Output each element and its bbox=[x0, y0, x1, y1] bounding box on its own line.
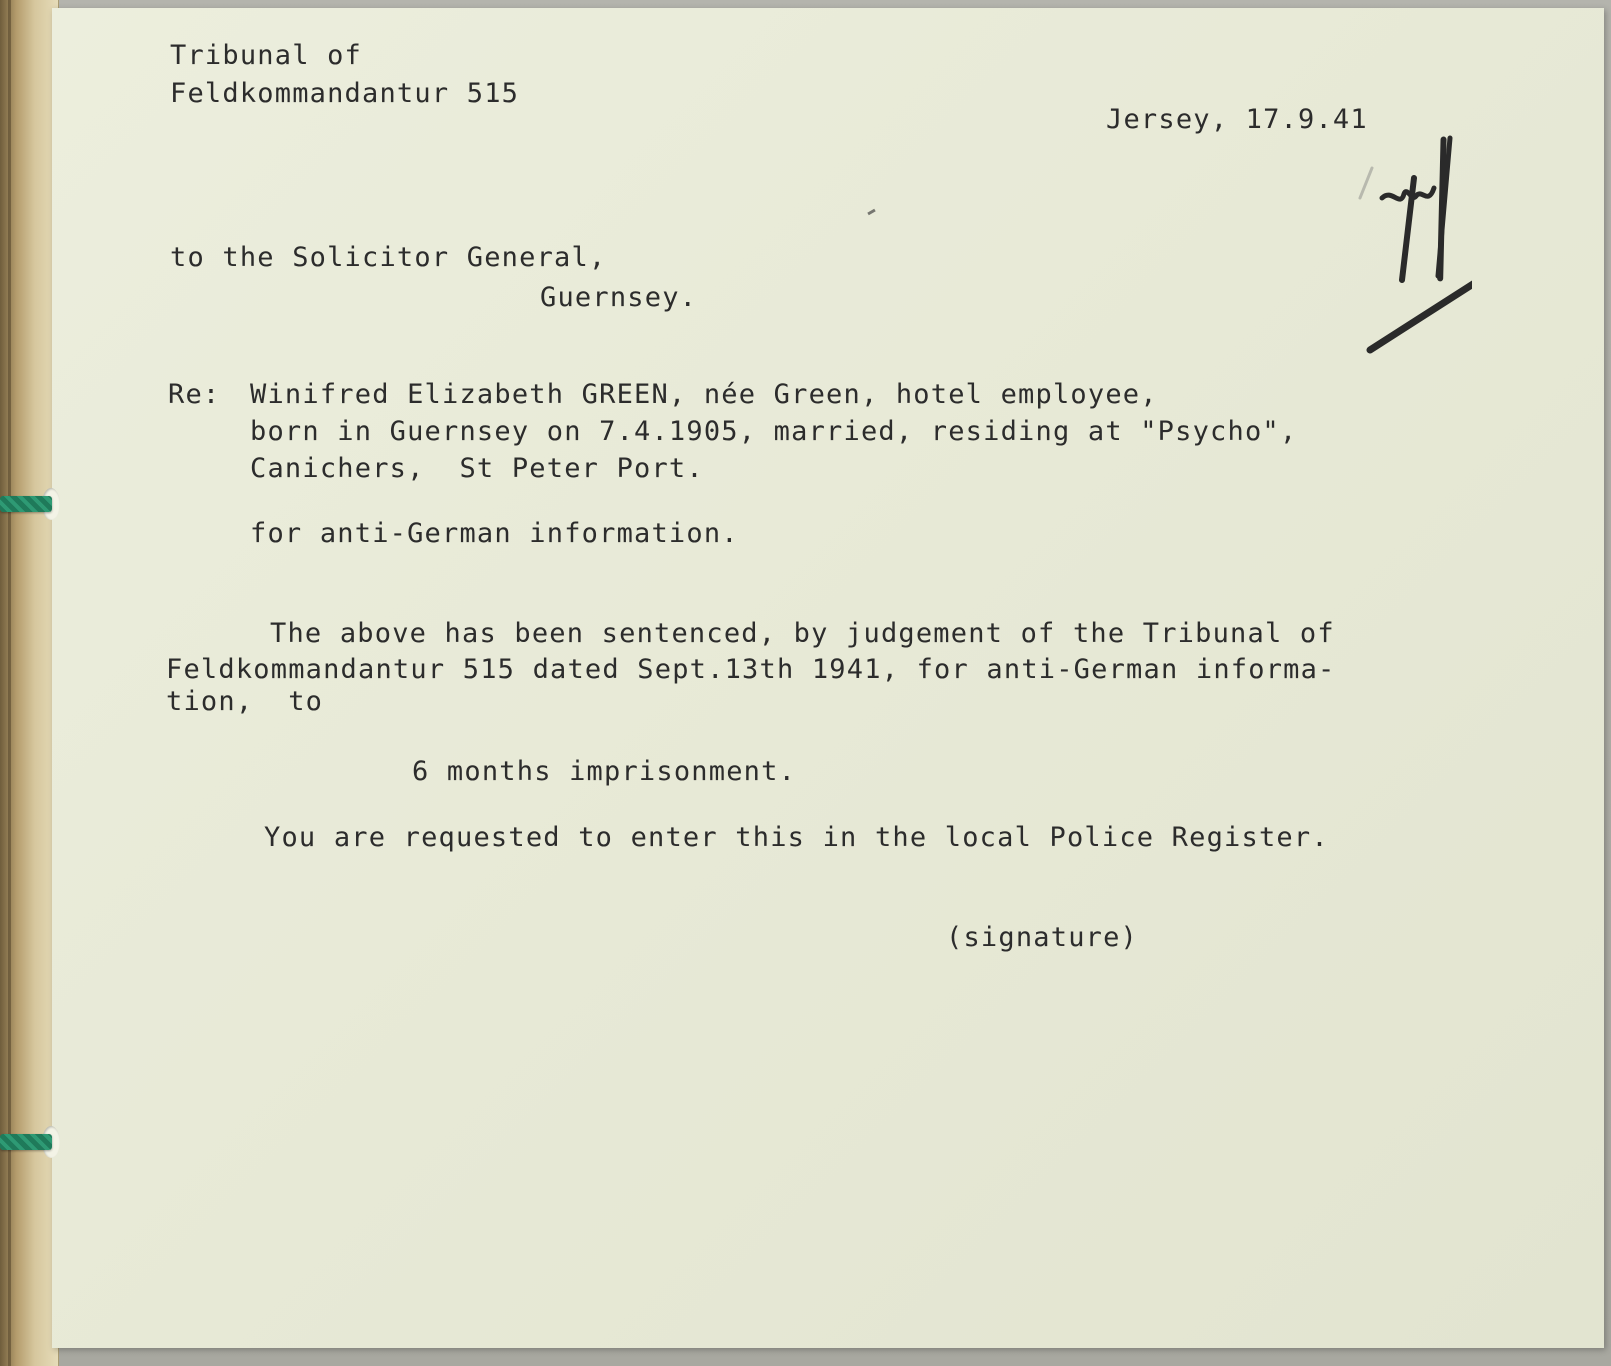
addressee-line-2: Guernsey. bbox=[540, 282, 698, 313]
binder-spine-line bbox=[8, 0, 11, 1366]
letterhead-line-2: Feldkommandantur 515 bbox=[170, 78, 520, 109]
addressee-line-1: to the Solicitor General, bbox=[170, 242, 607, 273]
handwritten-initials-mark bbox=[1352, 128, 1472, 358]
charge-line: for anti-German information. bbox=[250, 518, 739, 549]
ink-speck bbox=[867, 209, 875, 216]
sentence-line: 6 months imprisonment. bbox=[412, 756, 797, 787]
body-line-3: tion, to bbox=[166, 686, 324, 717]
request-line: You are requested to enter this in the local Police Register. bbox=[264, 822, 1329, 853]
signature-placeholder: (signature) bbox=[946, 922, 1139, 953]
body-line-2: Feldkommandantur 515 dated Sept.13th 1941, for anti-German informa- bbox=[166, 654, 1336, 685]
body-line-1: The above has been sentenced, by judgement of the Tribunal of bbox=[270, 618, 1335, 649]
reference-prefix: Re: bbox=[168, 379, 221, 410]
binder-edge bbox=[0, 0, 59, 1366]
green-binding-tie-lower bbox=[0, 1134, 52, 1150]
reference-line-2: born in Guernsey on 7.4.1905, married, residing at "Psycho", bbox=[250, 416, 1298, 447]
letterhead-line-1: Tribunal of bbox=[170, 40, 363, 71]
green-binding-tie-upper bbox=[0, 496, 52, 512]
letter-page bbox=[52, 8, 1604, 1348]
reference-line-3: Canichers, St Peter Port. bbox=[250, 453, 704, 484]
dateline: Jersey, 17.9.41 bbox=[1106, 104, 1368, 135]
reference-line-1: Winifred Elizabeth GREEN, née Green, hotel employee, bbox=[250, 379, 1158, 410]
